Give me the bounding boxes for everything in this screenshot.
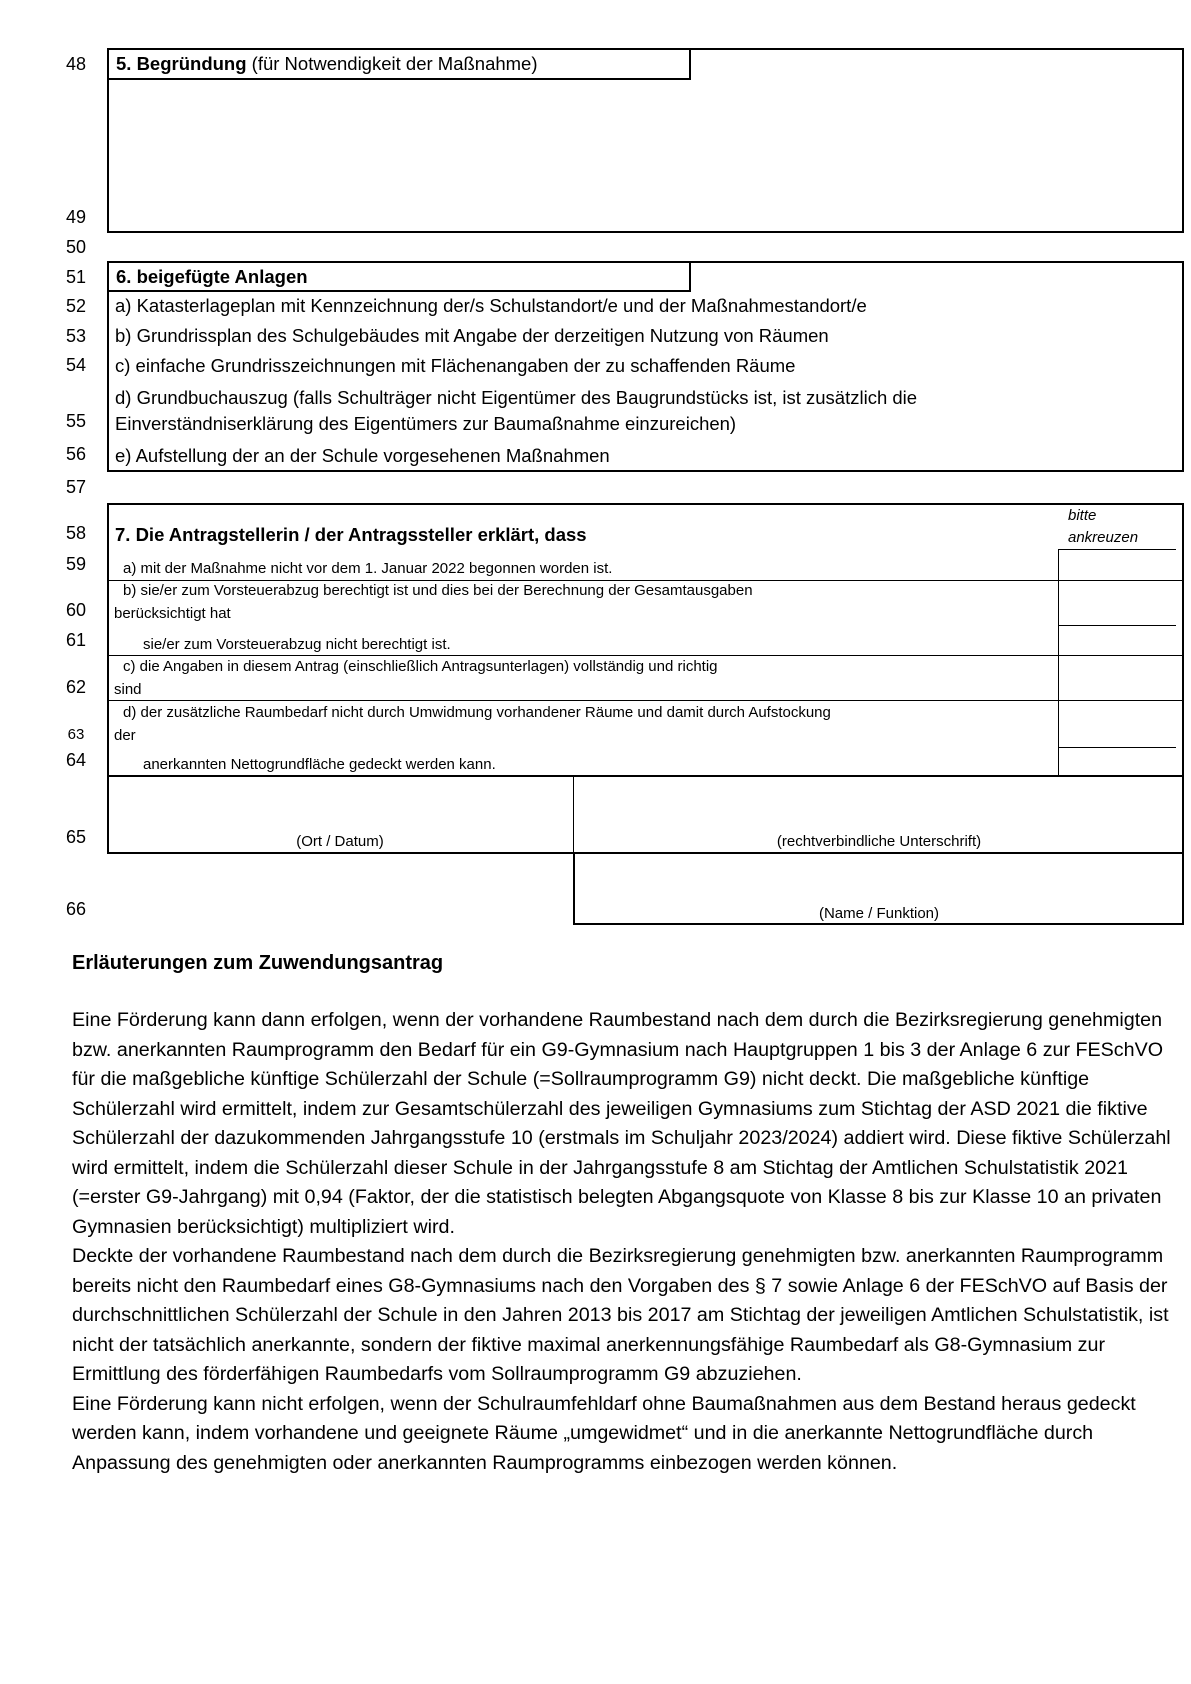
checkbox-information-complete[interactable] <box>1058 656 1176 701</box>
line-number-60: 60 <box>65 600 87 620</box>
section5-title <box>116 53 538 75</box>
attachment-item-a: a) Katasterlageplan mit Kennzeichnung der/s Schulstandort/e und der Maßnahmestandort/e <box>115 295 867 316</box>
section5-title-bold: 5. Begründung <box>116 53 247 74</box>
line-number-54: 54 <box>65 355 87 375</box>
checkbox-vat-deduction-not-entitled[interactable] <box>1058 626 1176 656</box>
line-number-63: 63 <box>67 726 85 743</box>
explanation-paragraph-2: Deckte der vorhandene Raumbestand nach dem durch die Bezirksregierung genehmigten bzw. anerkannten Raumprogramm bereits nicht den Raumbedarf eines G8-Gymnasiums nach den Vorgaben des § 7 sowie Anlage 6 der FESchVO auf Basis der durchschnittlichen Schülerzahl der Schule in den Jahren 2013 bis 2017 am Stichtag der jeweiligen Amtlichen Schulstatistik, ist nicht der tatsächlich anerkannte, sondern der fiktive maximal anerkennungsfähige Raumbedarf als G8-Gymnasium zur Ermittlung des förderfähigen Raumbedarfs vom Sollraumprogramm G9 abzuziehen. <box>72 1245 1169 1385</box>
statement-c-continued: sind <box>114 681 142 698</box>
attachment-item-d-continued: Einverständniserklärung des Eigentümers zur Baumaßnahme einzureichen) <box>115 413 737 434</box>
section5-justification-field[interactable] <box>112 83 1182 231</box>
line-number-62: 62 <box>65 677 87 697</box>
line-number-61: 61 <box>65 630 87 650</box>
check-header-line1: bitte <box>1068 507 1097 524</box>
statement-d-end: anerkannten Nettogrundfläche gedeckt werden kann. <box>143 756 496 773</box>
section7-title: 7. Die Antragstellerin / der Antragssteller erklärt, dass <box>115 524 587 545</box>
section5-title-rest: (für Notwendigkeit der Maßnahme) <box>246 53 538 74</box>
line-number-53: 53 <box>65 326 87 346</box>
statement-b-continued: berücksichtigt hat <box>114 605 231 622</box>
line-number-57: 57 <box>65 477 87 497</box>
line-number-50: 50 <box>65 237 87 257</box>
statement-d-continued: der <box>114 727 136 744</box>
attachment-item-e: e) Aufstellung der an der Schule vorgesehenen Maßnahmen <box>115 445 610 466</box>
line-number-58: 58 <box>65 523 87 543</box>
line-number-66: 66 <box>65 899 87 919</box>
line-number-55: 55 <box>65 411 87 431</box>
explanation-paragraph-3: Eine Förderung kann nicht erfolgen, wenn der Schulraumfehldarf ohne Baumaßnahmen aus dem Bestand heraus gedeckt werden kann, indem vorhandene und geeignete Räume „umgewidmet“ und in die anerkannte Nettogrundfläche durch Anpassung des genehmigten oder anerkannten Raumprogramms einbezogen werden können. <box>72 1392 1136 1474</box>
line-number-59: 59 <box>65 554 87 574</box>
explanation-body <box>72 1006 1172 1478</box>
statement-b: b) sie/er zum Vorsteuerabzug berechtigt ist und dies bei der Berechnung der Gesamtausgaben <box>123 582 753 599</box>
explanation-title: Erläuterungen zum Zuwendungsantrag <box>72 952 444 974</box>
line-number-51: 51 <box>65 267 87 287</box>
attachment-item-d: d) Grundbuchauszug (falls Schulträger nicht Eigentümer des Baugrundstücks ist, ist zusätzlich die <box>115 387 918 408</box>
statement-a: a) mit der Maßnahme nicht vor dem 1. Januar 2022 begonnen worden ist. <box>123 560 613 577</box>
line-number-64: 64 <box>65 750 87 770</box>
section6-title: 6. beigefügte Anlagen <box>116 266 308 287</box>
checkbox-not-started[interactable] <box>1058 549 1176 581</box>
checkbox-vat-deduction-entitled[interactable] <box>1058 581 1176 626</box>
checkbox-no-rededication[interactable] <box>1058 701 1176 748</box>
statement-b-alternative: sie/er zum Vorsteuerabzug nicht berechtigt ist. <box>143 636 451 653</box>
check-header-line2: ankreuzen <box>1068 529 1139 546</box>
attachment-item-b: b) Grundrissplan des Schulgebäudes mit Angabe der derzeitigen Nutzung von Räumen <box>115 325 829 346</box>
explanation-paragraph-1: Eine Förderung kann dann erfolgen, wenn der vorhandene Raumbestand nach dem durch die Bezirksregierung genehmigten bzw. anerkannten Raumprogramm den Bedarf für ein G9-Gymnasium nach Hauptgruppen 1 bis 3 der Anlage 6 zur FESchVO für die maßgebliche künftige Schülerzahl der Schule (=Sollraumprogramm G9) nicht deckt. Die maßgebliche künftige Schülerzahl wird ermittelt, indem zur Gesamtschülerzahl des jeweiligen Gymnasiums zum Stichtag der ASD 2021 die fiktive Schülerzahl der dazukommenden Jahrgangsstufe 10 (erstmals im Schuljahr 2023/2024) addiert wird. Diese fiktive Schülerzahl wird ermittelt, indem die Schülerzahl dieser Schule in der Jahrgangsstufe 8 am Stichtag der Amtlichen Schulstatistik 2021 (=erster G9-Jahrgang) mit 0,94 (Faktor, der die statistisch belegten Abgangsquote von Klasse 8 bis zur Klasse 10 an privaten Gymnasien berücksichtigt) multipliziert wird. <box>72 1009 1171 1238</box>
attachment-item-c: c) einfache Grundrisszeichnungen mit Flächenangaben der zu schaffenden Räume <box>115 355 796 376</box>
place-date-field[interactable]: (Ort / Datum) <box>296 833 384 850</box>
row-divider <box>109 700 1183 701</box>
signature-field[interactable]: (rechtverbindliche Unterschrift) <box>776 833 982 850</box>
statement-c: c) die Angaben in diesem Antrag (einschließlich Antragsunterlagen) vollständig und richtig <box>123 658 718 675</box>
statement-d: d) der zusätzliche Raumbedarf nicht durch Umwidmung vorhandener Räume und damit durch Aufstockung <box>123 704 831 721</box>
checkbox-net-floor-area[interactable] <box>1058 748 1176 777</box>
line-number-49: 49 <box>65 207 87 227</box>
line-number-65: 65 <box>65 827 87 847</box>
row-divider <box>109 655 1183 656</box>
line-number-48: 48 <box>65 54 87 74</box>
name-function-field[interactable]: (Name / Funktion) <box>818 905 940 922</box>
line-number-56: 56 <box>65 444 87 464</box>
line-number-52: 52 <box>65 296 87 316</box>
